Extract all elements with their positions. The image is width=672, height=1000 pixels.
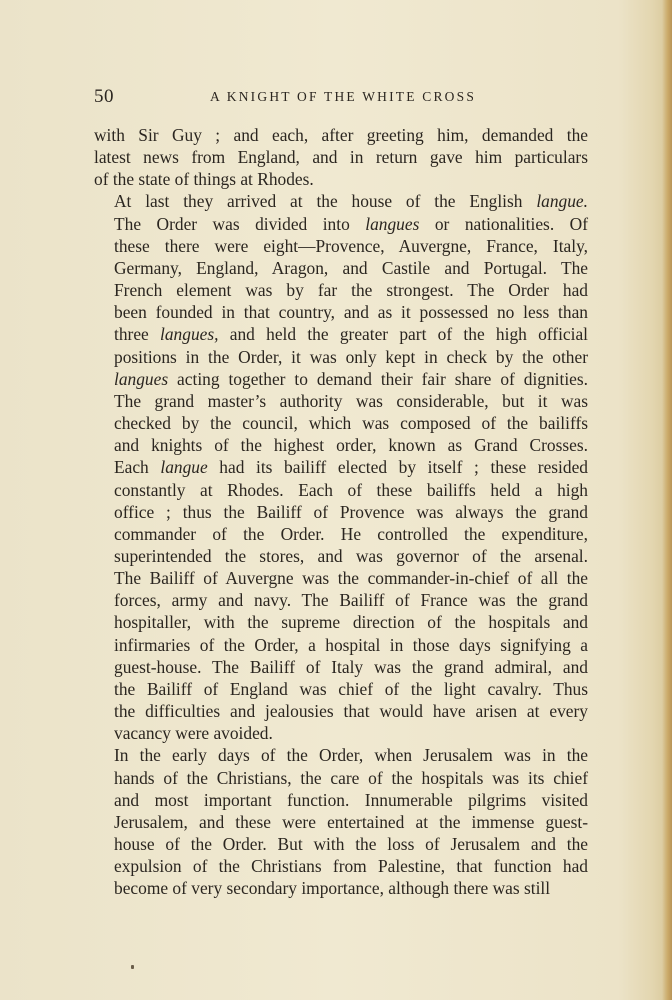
text-run: house of the Order. But with the loss of Jerusalem and the [114,834,588,854]
text-line [94,279,588,301]
text-run: and held the greater part of the high official [218,324,588,345]
text-run: vacancy were avoided. [114,723,273,744]
text-line [94,456,588,478]
text-run: Jerusalem, and these were entertained at the immense guest- [114,811,588,832]
text-run: three [114,324,161,345]
text-line [94,124,588,146]
text-line [94,323,588,345]
text-line [94,722,588,744]
text-line [94,678,588,700]
text-run: latest news from England, and in return gave him particulars [94,147,588,168]
text-line [94,235,588,257]
text-line [94,412,588,434]
text-run: infirmaries of the Order, a hospital in those days signifying a [114,634,588,655]
text-run: expulsion of the Christians from Palestine, that function had [114,856,588,877]
page-header [94,86,586,112]
body-text [94,124,588,899]
text-run: At last they arrived at the house of the English [114,191,537,212]
text-run: checked by the council, which was composed of the bailiffs [114,413,588,434]
text-run: forces, army and navy. The Bailiff of France was the grand [114,590,588,611]
text-run: had its bailiff elected by itself ; these resided [207,457,588,478]
text-line [94,789,588,811]
text-run: the difficulties and jealousies that would have arisen at every [114,701,588,722]
text-line [94,700,588,722]
page-edge-shadow [662,0,672,1000]
text-run: of the state of things at Rhodes. [94,169,314,190]
text-run: these there were eight—Provence, Auvergne, France, Italy, [114,235,588,256]
text-line [94,656,588,678]
text-run: or nationalities. Of [419,213,589,234]
paragraph [94,124,588,190]
text-line [94,213,588,235]
text-run: positions in the Order, it was only kept in check by the other [114,346,588,367]
text-run: hospitaller, with the supreme direction of the hospitals and [114,612,588,633]
italic-term: langue. [536,191,588,212]
text-line [94,257,588,279]
text-line [94,833,588,855]
text-run: commander of the Order. He controlled the expenditure, [114,523,588,544]
text-run: become of very secondary importance, although there was still [114,878,551,899]
text-line [94,346,588,368]
text-line [94,744,588,766]
text-line [94,811,588,833]
paragraph [94,744,588,899]
italic-term: langues [114,368,169,389]
ink-speck [131,965,134,969]
text-run: superintended the stores, and was governor of the arsenal. [114,545,588,566]
text-line [94,501,588,523]
text-run: Germany, England, Aragon, and Castile and Portugal. The [114,257,588,278]
page-number: 50 [94,86,114,107]
text-line [94,390,588,412]
text-run: The Order was divided into [114,213,366,234]
text-run: the Bailiff of England was chief of the light cavalry. Thus [114,678,588,699]
text-run: hands of the Christians, the care of the hospitals was its chief [114,767,588,788]
text-line [94,190,588,212]
text-run: constantly at Rhodes. Each of these bailiffs held a high [114,479,588,500]
text-line [94,589,588,611]
text-run: and most important function. Innumerable pilgrims visited [114,789,588,810]
text-line [94,301,588,323]
text-line [94,368,588,390]
text-line [94,168,588,190]
text-line [94,523,588,545]
text-run: with Sir Guy ; and each, after greeting him, demanded the [94,125,588,145]
text-run: In the early days of the Order, when Jerusalem was in the [114,745,588,766]
running-head: A KNIGHT OF THE WHITE CROSS [210,89,477,104]
text-line [94,545,588,567]
text-run: guest-house. The Bailiff of Italy was the grand admiral, and [114,656,588,677]
text-line [94,877,588,899]
text-line [94,146,588,168]
text-line [94,611,588,633]
text-run: Each [114,457,161,478]
text-line [94,767,588,789]
text-line [94,434,588,456]
text-line [94,479,588,501]
text-run: acting together to demand their fair share of dignities. [168,368,588,389]
text-run: French element was by far the strongest. The Order had [114,280,588,301]
italic-term: langues, [160,324,219,345]
text-run: The Bailiff of Auvergne was the commander-in-chief of all the [114,568,588,589]
text-line [94,567,588,589]
text-line [94,634,588,656]
italic-term: langue [160,457,208,478]
text-line [94,855,588,877]
text-run: office ; thus the Bailiff of Provence was always the grand [114,501,588,522]
italic-term: langues [365,213,420,234]
text-run: The grand master’s authority was considerable, but it was [114,390,588,411]
text-run: been founded in that country, and as it possessed no less than [114,302,588,323]
paragraph [94,190,588,744]
text-run: and knights of the highest order, known as Grand Crosses. [114,435,588,456]
